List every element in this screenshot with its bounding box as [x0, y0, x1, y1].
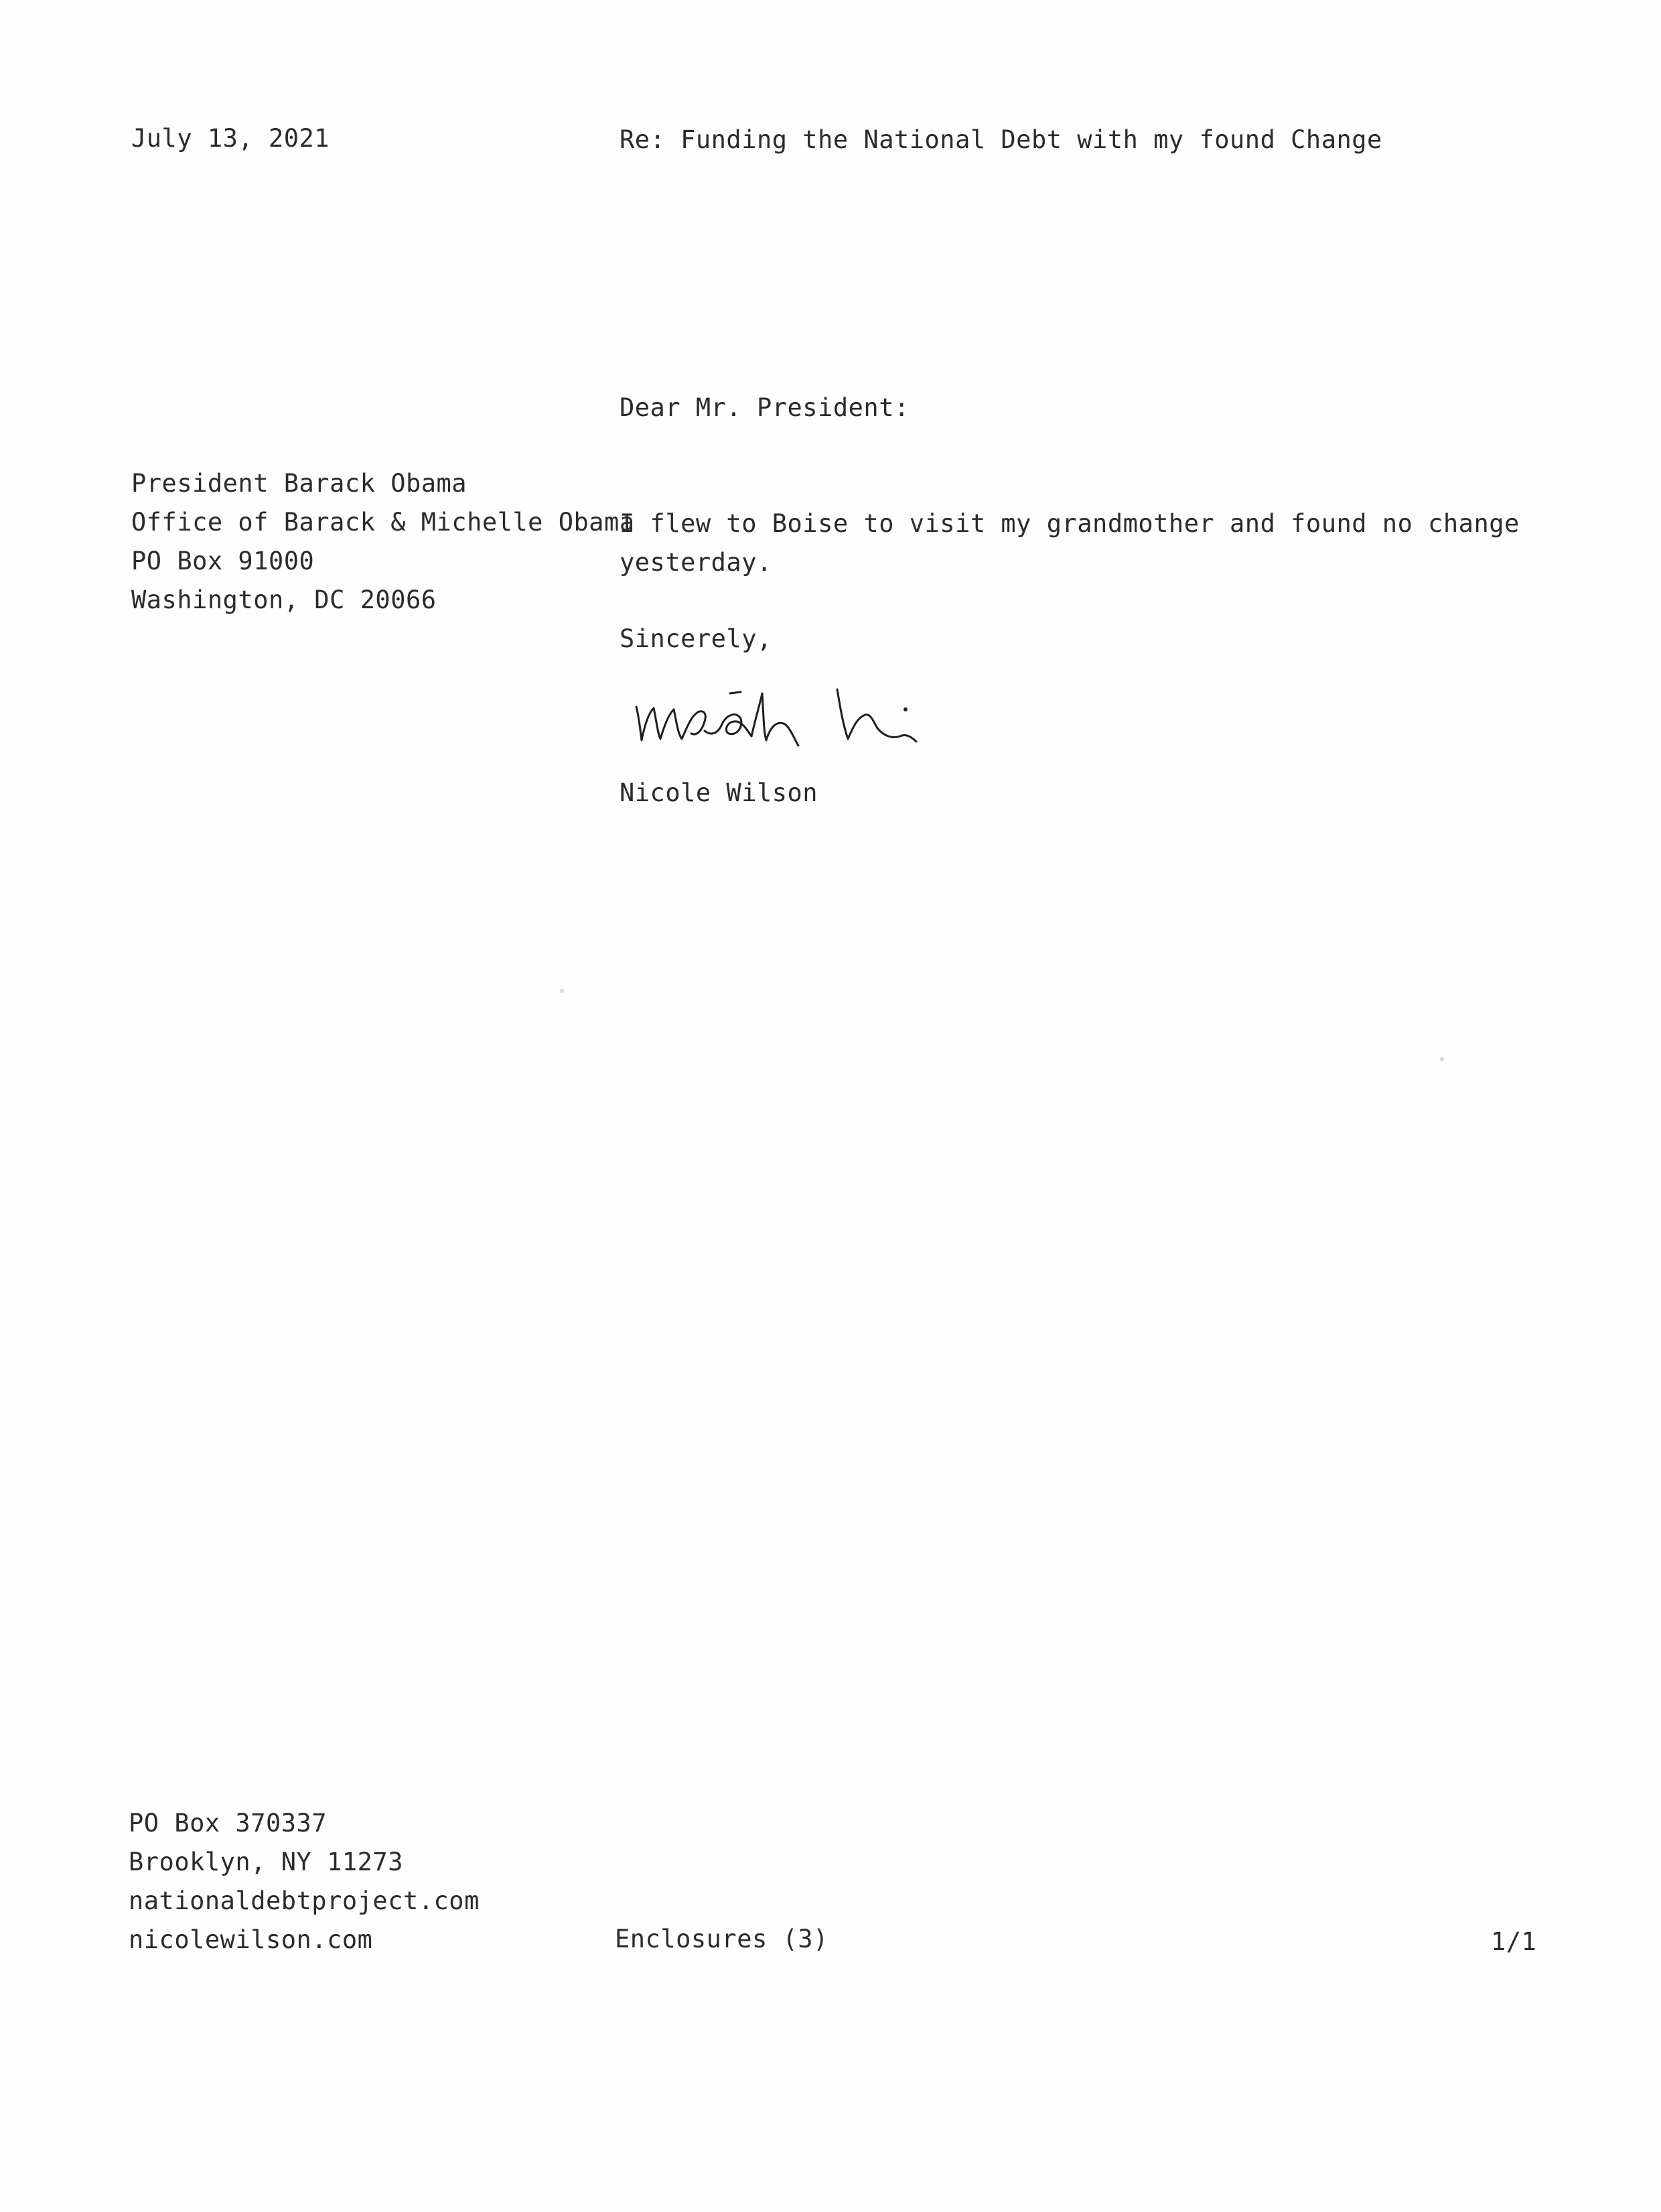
sender-website-project: nationaldebtproject.com — [129, 1886, 480, 1915]
page-number: 1/1 — [1491, 1927, 1537, 1956]
salutation: Dear Mr. President: — [620, 393, 910, 422]
enclosures-note: Enclosures (3) — [615, 1925, 828, 1953]
letter-body — [620, 504, 1520, 582]
letter-subject: Re: Funding the National Debt with my found Change — [620, 125, 1382, 154]
body-line: yesterday. — [620, 548, 772, 577]
sender-address — [129, 1804, 480, 1959]
sender-website-personal: nicolewilson.com — [129, 1925, 373, 1954]
recipient-office: Office of Barack & Michelle Obama — [131, 508, 635, 537]
recipient-city: Washington, DC 20066 — [131, 585, 437, 614]
paper-speck — [1440, 1057, 1444, 1061]
sender-city: Brooklyn, NY 11273 — [129, 1848, 403, 1876]
signer-name: Nicole Wilson — [620, 778, 818, 807]
handwritten-signature — [630, 667, 964, 760]
closing: Sincerely, — [620, 624, 772, 653]
paper-speck — [560, 989, 564, 993]
recipient-address — [131, 464, 635, 620]
body-line: I flew to Boise to visit my grandmother and found no change — [620, 509, 1520, 538]
letter-date: July 13, 2021 — [131, 124, 330, 153]
sender-po-box: PO Box 370337 — [129, 1809, 328, 1838]
recipient-po-box: PO Box 91000 — [131, 547, 315, 575]
recipient-name: President Barack Obama — [131, 469, 467, 498]
